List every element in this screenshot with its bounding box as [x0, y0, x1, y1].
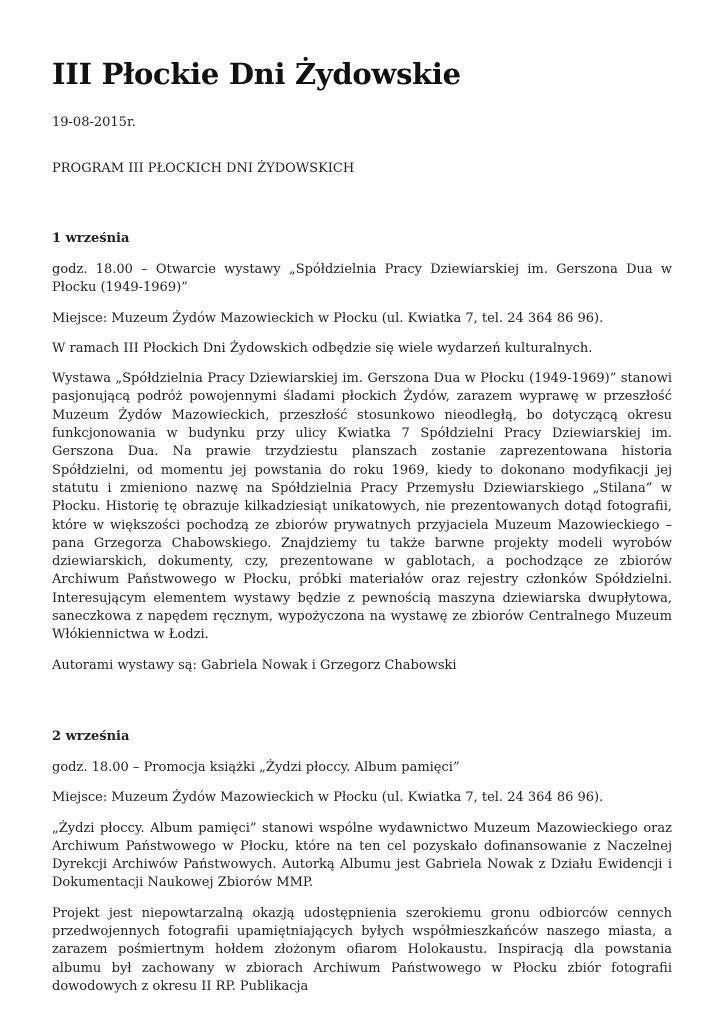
day2-project: Projekt jest niepowtarzalną okazją udostępnienia szerokiemu gronu odbiorców cennych przedwojennych fotografii upamiętniających byłych współmieszkańców naszego miasta, a zarazem pośmiertnym hołdem złożonym ofiarom Holokaustu. Inspiracją dla powstania albumu był zachowany w zbiorach Archiwum Państwowego w Płocku zbiór fotografii dowodowych z okresu II RP. Publikacja	[52, 905, 672, 994]
day1-description: Wystawa „Spółdzielnia Pracy Dziewiarskiej im. Gerszona Dua w Płocku (1949-1969)” stanowi pasjonującą podróż powojennymi śladami płockich Żydów, zarazem wyprawę w przeszłość Muzeum Żydów Mazowieckich, przeszłość stosunkowo nieodległą, bo dotyczącą okresu funkcjonowania w budynku przy ulicy Kwiatka 7 Spółdzielni Pracy Dziewiarskiej im. Gerszona Dua. Na prawie trzydziestu planszach zostanie zaprezentowana historia Spółdzielni, od momentu jej powstania do roku 1969, kiedy to dokonano modyfikacji jej statutu i zmieniono nazwę na Spółdzielnia Pracy Przemysłu Dziewiarskiego „Stilana” w Płocku. Historię tę obrazuje kilkadziesiąt unikatowych, nie prezentowanych dotąd fotografii, które w większości pochodzą ze zbiorów prywatnych przyjaciela Muzeum Mazowieckiego – pana Grzegorza Chabowskiego. Znajdziemy tu także barwne projekty modeli wyrobów dziewiarskich, dokumenty, czy, prezentowane w gablotach, a pochodzące ze zbiorów Archiwum Państwowego w Płocku, próbki materiałów oraz rejestry członków Spółdzielni. Interesującym elementem wystawy będzie z pewnością maszyna dziewiarska dwupłytowa, saneczkowa z napędem ręcznym, wypożyczona na wystawę ze zbiorów Centralnego Muzeum Włókiennictwa w Łodzi.	[52, 371, 672, 643]
day1-event: godz. 18.00 – Otwarcie wystawy „Spółdzielnia Pracy Dziewiarskiej im. Gerszona Dua w Płocku (1949-1969)”	[52, 262, 672, 296]
day2-event: godz. 18.00 – Promocja książki „Żydzi płoccy. Album pamięci”	[52, 759, 460, 775]
day1-section	[52, 230, 672, 675]
day2-place: Miejsce: Muzeum Żydów Mazowieckich w Płocku (ul. Kwiatka 7, tel. 24 364 86 96).	[52, 790, 604, 806]
day2-section	[52, 728, 672, 996]
day2-heading: 2 września	[52, 728, 130, 744]
day1-intro: W ramach III Płockich Dni Żydowskich odbędzie się wiele wydarzeń kulturalnych.	[52, 340, 593, 356]
page-title: III Płockie Dni Żydowskie	[52, 57, 461, 91]
day1-heading: 1 września	[52, 231, 130, 246]
program-heading: PROGRAM III PŁOCKICH DNI ŻYDOWSKICH	[52, 161, 355, 176]
day2-description: „Żydzi płoccy. Album pamięci” stanowi wspólne wydawnictwo Muzeum Mazowieckiego oraz Archiwum Państwowego w Płocku, które na ten cel pozyskało dofinansowanie z Naczelnej Dyrekcji Archiwów Państwowych. Autorką Albumu jest Gabriela Nowak z Działu Ewidencji i Dokumentacji Naukowej Zbiorów MMP.	[52, 820, 672, 891]
day1-place: Miejsce: Muzeum Żydów Mazowieckich w Płocku (ul. Kwiatka 7, tel. 24 364 86 96).	[52, 310, 604, 326]
day1-authors: Autorami wystawy są: Gabriela Nowak i Grzegorz Chabowski	[52, 657, 457, 673]
publish-date: 19-08-2015r.	[52, 115, 136, 130]
